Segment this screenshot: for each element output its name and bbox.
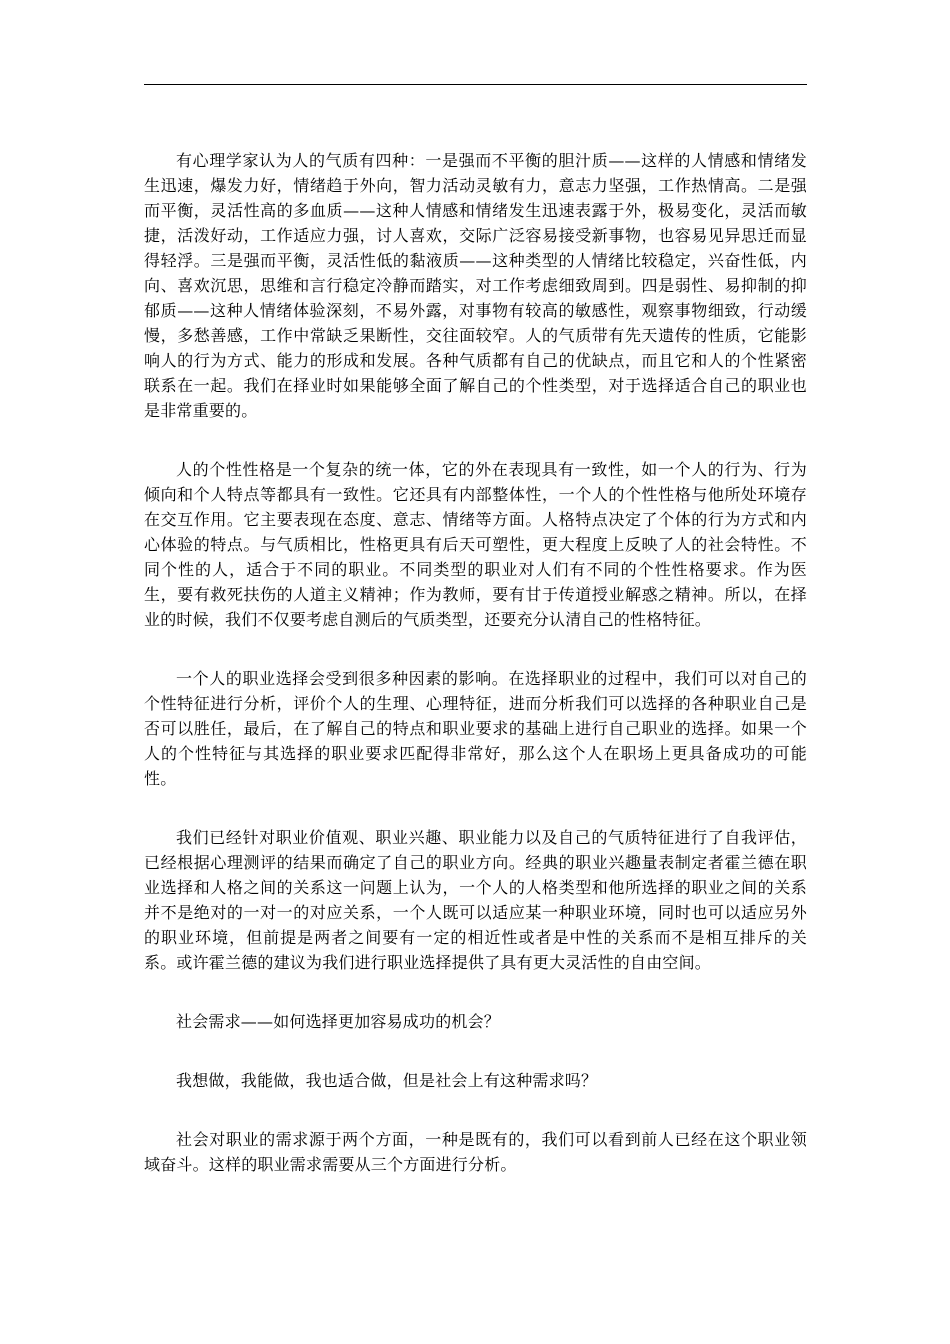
paragraph-temperament-types: 有心理学家认为人的气质有四种：一是强而不平衡的胆汁质——这样的人情感和情绪发生迅速，爆发力好，情绪趋于外向，智力活动灵敏有力，意志力坚强，工作热情高。二是强而平衡，灵活性高的多血质——这种人情感和情绪发生迅速表露于外，极易变化，灵活而敏捷，活泼好动，工作适应力强，讨人喜欢，交际广泛容易接受新事物，也容易见异思迁而显得轻浮。三是强而平衡，灵活性低的黏液质——这种类型的人情绪比较稳定，兴奋性低，内向、喜欢沉思，思维和言行稳定冷静而踏实，对工作考虑细致周到。四是弱性、易抑制的抑郁质——这种人情绪体验深刻，不易外露，对事物有较高的敏感性，观察事物细致，行动缓慢，多愁善感，工作中常缺乏果断性，交往面较窄。人的气质带有先天遗传的性质，它能影响人的行为方式、能力的形成和发展。各种气质都有自己的优缺点，而且它和人的个性紧密联系在一起。我们在择业时如果能够全面了解自己的个性类型，对于选择适合自己的职业也是非常重要的。: [144, 151, 807, 420]
header-rule: [144, 84, 807, 85]
paragraph-personality: 人的个性性格是一个复杂的统一体，它的外在表现具有一致性，如一个人的行为、行为倾向和个人特点等都具有一致性。它还具有内部整体性，一个人的个性性格与他所处环境存在交互作用。它主要表现在态度、意志、情绪等方面。人格特点决定了个体的行为方式和内心体验的特点。与气质相比，性格更具有后天可塑性，更大程度上反映了人的社会特性。不同个性的人，适合于不同的职业。不同类型的职业对人们有不同的个性性格要求。作为医生，要有救死扶伤的人道主义精神；作为教师，要有甘于传道授业解惑之精神。所以，在择业的时候，我们不仅要考虑自测后的气质类型，还要充分认清自己的性格特征。: [144, 460, 807, 629]
paragraph-social-demand-heading: 社会需求——如何选择更加容易成功的机会？: [176, 1012, 501, 1031]
paragraph-social-demand-sources: 社会对职业的需求源于两个方面，一种是既有的，我们可以看到前人已经在这个职业领域奋斗。这样的职业需求需要从三个方面进行分析。: [144, 1130, 807, 1174]
paragraph-career-choice-factors: 一个人的职业选择会受到很多种因素的影响。在选择职业的过程中，我们可以对自己的个性特征进行分析，评价个人的生理、心理特征，进而分析我们可以选择的各种职业自己是否可以胜任，最后，在了解自己的特点和职业要求的基础上进行自己职业的选择。如果一个人的个性特征与其选择的职业要求匹配得非常好，那么这个人在职场上更具备成功的可能性。: [144, 669, 807, 788]
document-body: [144, 148, 807, 1211]
paragraph-social-demand-question: 我想做，我能做，我也适合做，但是社会上有这种需求吗？: [176, 1071, 598, 1090]
paragraph-self-assessment: 我们已经针对职业价值观、职业兴趣、职业能力以及自己的气质特征进行了自我评估，已经根据心理测评的结果而确定了自己的职业方向。经典的职业兴趣量表制定者霍兰德在职业选择和人格之间的关系这一问题上认为，一个人的人格类型和他所选择的职业之间的关系并不是绝对的一对一的对应关系，一个人既可以适应某一种职业环境，同时也可以适应另外的职业环境，但前提是两者之间要有一定的相近性或者是中性的关系而不是相互排斥的关系。或许霍兰德的建议为我们进行职业选择提供了具有更大灵活性的自由空间。: [144, 828, 807, 972]
